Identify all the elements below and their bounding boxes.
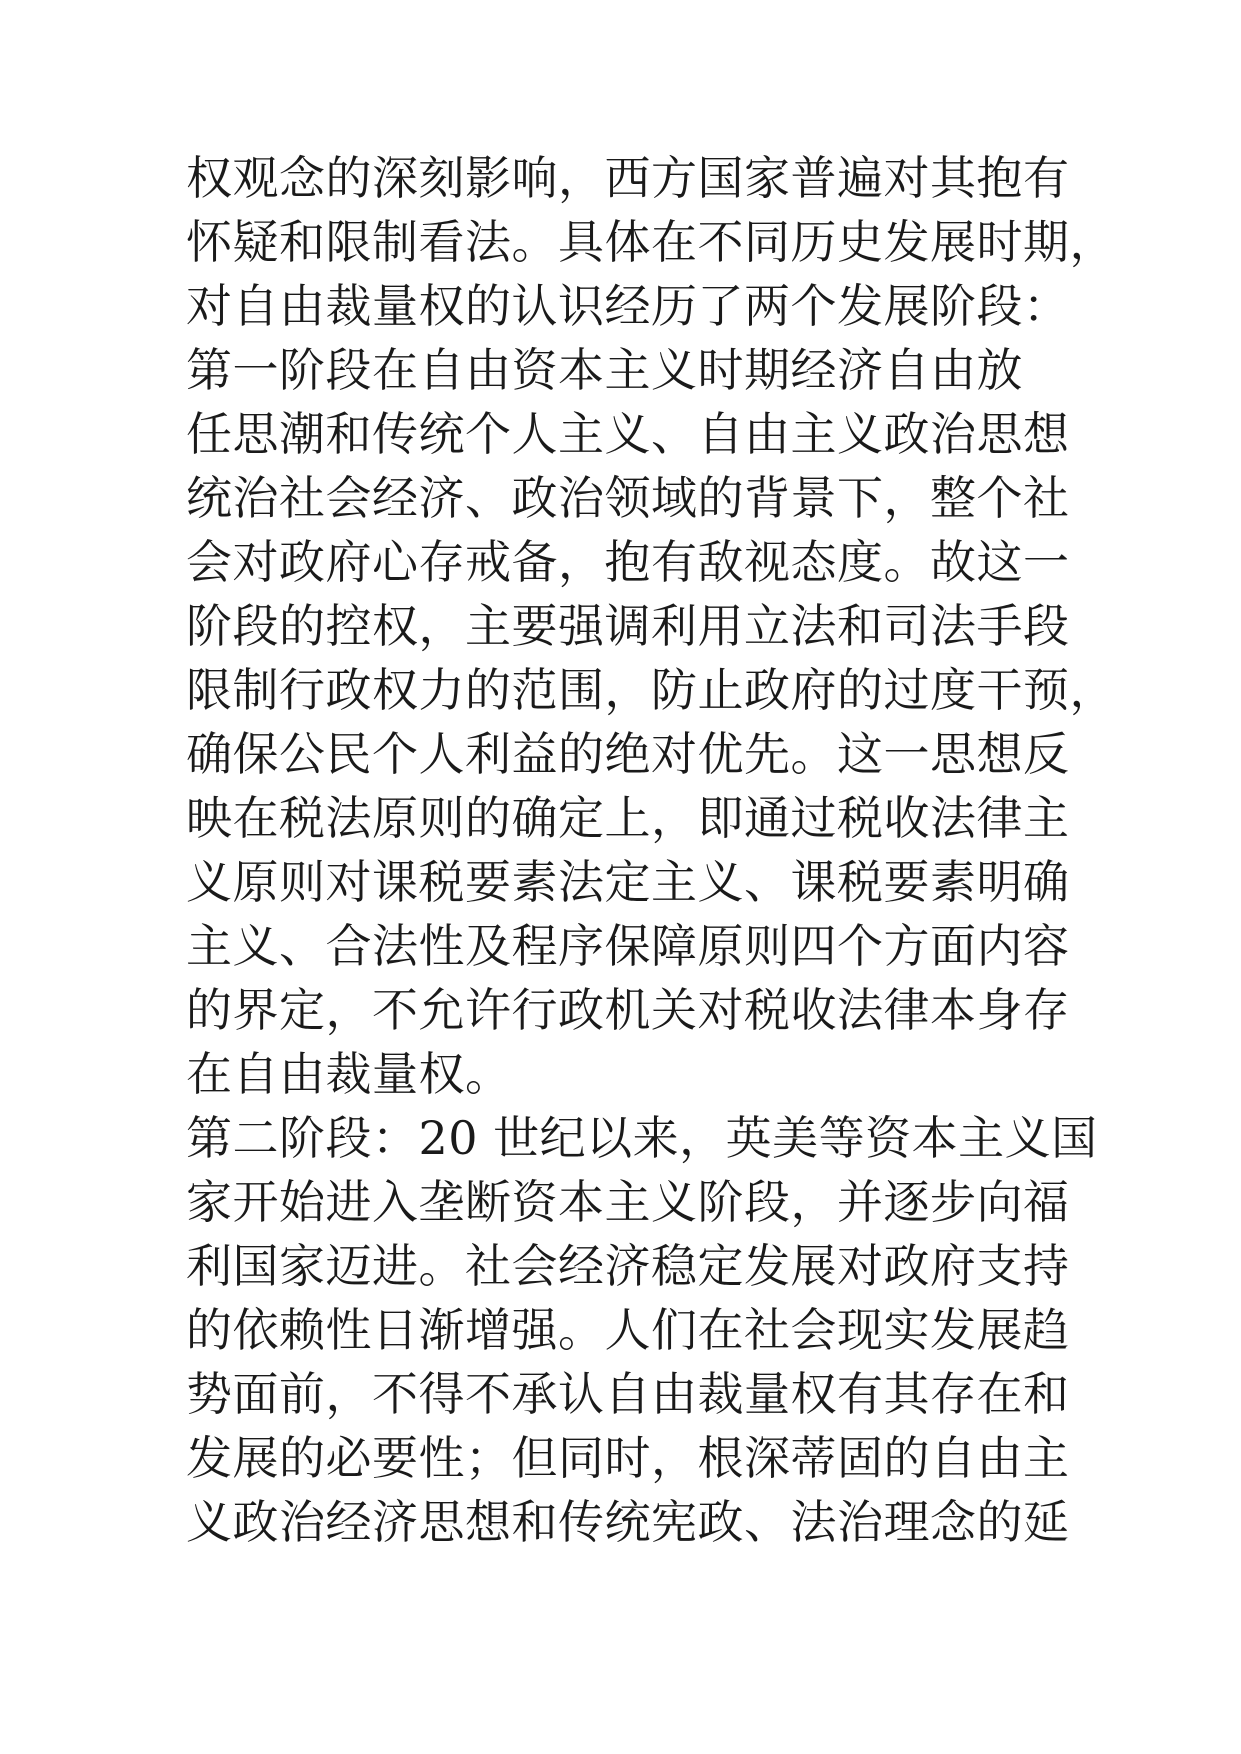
text-line: 的界定，不允许行政机关对税收法律本身存 (186, 983, 1070, 1037)
text-line: 确保公民个人利益的绝对优先。这一思想反 (186, 727, 1070, 781)
text-line: 的依赖性日渐增强。人们在社会现实发展趋 (186, 1303, 1070, 1357)
text-line: 统治社会经济、政治领域的背景下，整个社 (186, 471, 1070, 525)
text-line: 义原则对课税要素法定主义、课税要素明确 (186, 855, 1070, 909)
text-line: 任思潮和传统个人主义、自由主义政治思想 (186, 407, 1070, 461)
text-line: 阶段的控权，主要强调利用立法和司法手段 (186, 599, 1070, 653)
body-text (186, 146, 1116, 1554)
text-line: 第二阶段：20 世纪以来，英美等资本主义国 (186, 1111, 1098, 1165)
text-line: 会对政府心存戒备，抱有敌视态度。故这一 (186, 535, 1070, 589)
text-line: 映在税法原则的确定上，即通过税收法律主 (186, 791, 1070, 845)
text-line: 家开始进入垄断资本主义阶段，并逐步向福 (186, 1175, 1070, 1229)
text-line: 第一阶段在自由资本主义时期经济自由放 (186, 343, 1023, 397)
text-line: 怀疑和限制看法。具体在不同历史发展时期， (186, 215, 1116, 269)
text-line: 义政治经济思想和传统宪政、法治理念的延 (186, 1495, 1070, 1549)
text-line: 发展的必要性；但同时，根深蒂固的自由主 (186, 1431, 1070, 1485)
text-line: 在自由裁量权。 (186, 1047, 512, 1101)
text-line: 限制行政权力的范围，防止政府的过度干预， (186, 663, 1116, 717)
text-line: 对自由裁量权的认识经历了两个发展阶段： (186, 279, 1070, 333)
text-line: 权观念的深刻影响，西方国家普遍对其抱有 (186, 151, 1070, 205)
text-line: 主义、合法性及程序保障原则四个方面内容 (186, 919, 1070, 973)
text-line: 势面前，不得不承认自由裁量权有其存在和 (186, 1367, 1070, 1421)
text-line: 利国家迈进。社会经济稳定发展对政府支持 (186, 1239, 1070, 1293)
